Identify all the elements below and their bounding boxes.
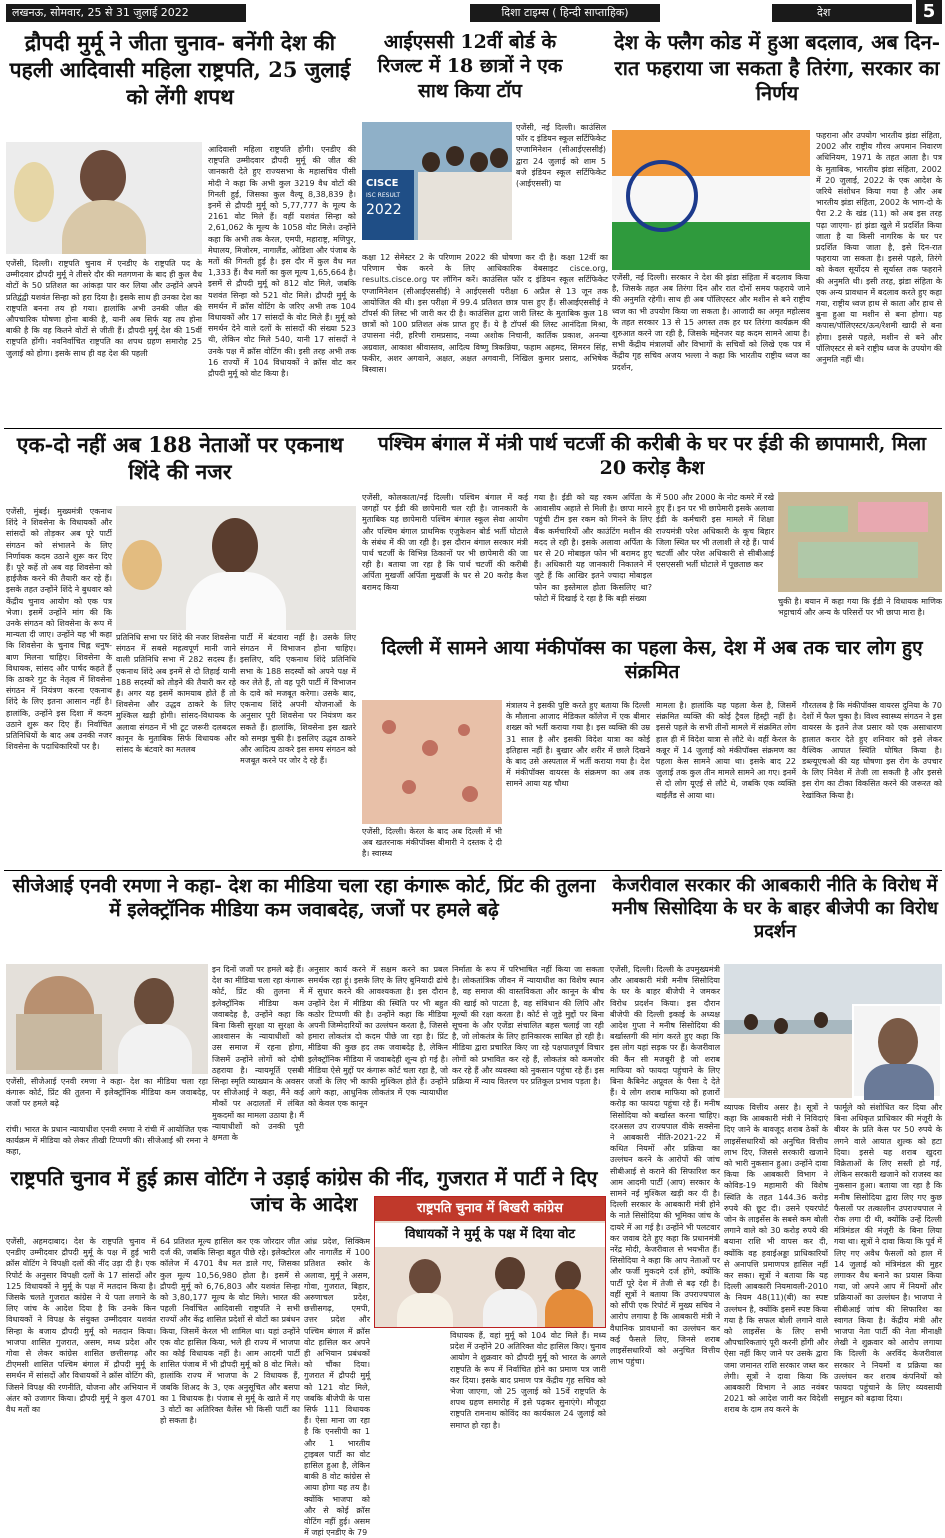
- story4-col3: पार्टी में बंटवारा नहीं है। उसके लिए संगठन में विभाजन होना चाहिए। इसलिए, यदि एकनाथ शिंदे प्रतिनिधि सभा के 188 सदस्यों को अपने पक्ष में कर लेते हैं, तो वह पूरी पार्टी में विभाजन के दावे को मजबूत करेगा। उसके बाद, एकनाथ शिंदे अपनी योजनाओं के अनुसार पूरी शिवसेना पर नियंत्रण कर सकते हैं। हालांकि, शिवसेना इस खतरे को समझ चुकी है। इसलिए उद्धव ठाकरे और आदित्य ठाकरे इस समय संगठन को मजबूत करने पर जोर दे रहे हैं।: [240, 633, 356, 766]
- story9-col3: आंध्र प्रदेश, सिक्किम और नागालैंड में 100 प्रतिशत स्कोर के अलावा, मुर्मू ने असम, गोवा, गुजरात, बिहार, अरुणाचल प्रदेश, छत्तीसगढ़, एमपी, उत्तर प्रदेश और पश्चिम बंगाल में क्रॉस वोट हासिल कर अपने ही अभियान प्रबंधकों को चौंका दिया। गुजरात में द्रौपदी मुर्मू को 121 वोट मिले, जबकि बीजेपी के पास सिर्फ 111 विधायक हैं। ऐसा माना जा रहा है कि एनसीपी का 1 और 1 भारतीय ट्राइबल पार्टी का वोट हासिल हुआ है, लेकिन बाकी 8 वोट कांग्रेस से आया होगा यह तय है। क्योंकि भाजपा को और से कोई क्रॉस वोटिंग नहीं हुई। असम में जहां एनडीए के 79: [304, 1237, 370, 1538]
- cisce-label: CISCE: [366, 178, 399, 189]
- story7-col1: इन दिनों जजों पर हमले बढ़े हैं। देश का मीडिया चला रहा कंगारू कोर्ट, प्रिंट की तुलना में इलेक्ट्रॉनिक मीडिया कम जवाबदेह है, उन्होंने कहा कि बिना किसी सुरक्षा या सुरक्षा के आश्वासन के न्यायाधीशों को उस समाज में रहना होगा, जिसमें उन्होंने लोगों को दोषी ठहराया है। न्यायमूर्ति एसबी सिन्हा स्मृति व्याख्यान के अवसर पर सीजेआई ने कहा, मैंने कई मौकों पर अदालतों में लंबित मुकदमों का मामला उठाया है। मैं न्यायाधीशों को उनकी पूरी क्षमता के: [212, 965, 304, 1143]
- story4-headline: एक-दो नहीं अब 188 नेताओं पर एकनाथ शिंदे की नजर: [16, 432, 344, 484]
- story4-col2: प्रतिनिधि सभा पर शिंदे की नजर शिवसेना संगठन में सबसे महत्वपूर्ण मानी जाने वाली प्रतिनिधि सभा में 282 सदस्य हैं। एकनाथ शिंदे अब इनमें से दो तिहाई यानी 188 सदस्यों को तोड़ने की तैयारी कर रहे हैं। अगर यह इसमें कामयाब होते हैं तो शिवसेना और उद्धव ठाकरे के लिए मुश्किल खड़ी होगी। सांसद-विधायक के अलावा संगठन में भी टूट जरूरी दलबदल कानून के मुताबिक सिर्फ विधायक और सांसद के बंटवारे का मतलब: [116, 633, 236, 755]
- story9-col4: विधायक हैं, वहां मुर्मू को 104 वोट मिले हैं। मध्य प्रदेश में उन्होंने 20 अतिरिक्त वोट हासिल किए। चुनाव आयोग ने शुक्रवार को द्रौपदी मुर्मू को भारत के अगले राष्ट्रपति के रूप में निर्वाचित होने का प्रमाण पत्र जारी कर दिया। इसके बाद प्रमाण पत्र केंद्रीय गृह सचिव को भेजा जाएगा, जो 25 जुलाई को 15वें राष्ट्रपति के शपथ ग्रहण समारोह में इसे पढ़कर सुनाएंगे। मौजूदा राष्ट्रपति रामनाथ कोविंद का कार्यकाल 24 जुलाई को समाप्त हो रहा है।: [450, 1331, 606, 1430]
- isc-result-label: ISC RESULT: [366, 192, 401, 199]
- cash-photo: [778, 492, 942, 592]
- masthead-bar: [0, 0, 945, 24]
- story3-col2: फहराना और उपयोग भारतीय झंडा संहिता, 2002 और राष्ट्रीय गौरव अपमान निवारण अधिनियम, 1971 के तहत आता है। पत्र के मुताबिक, भारतीय झंडा संहिता, 2002 में 20 जुलाई, 2022 के एक आदेश के जरिये संशोधन किया गया है और अब भारतीय झंडा संहिता, 2002 के भाग-दो के पैरा 2.2 के खंड (11) को अब इस तरह पढ़ा जाएगा- हां झंडा खुले में प्रदर्शित किया जाता है या किसी नागरिक के घर पर प्रदर्शित किया जाता है, इसे दिन-रात फहराया जा सकता है। इससे पहले, तिरंगे को केवल सूर्योदय से सूर्यास्त तक फहराने की अनुमति थी। इसी तरह, झंडा संहिता के एक अन्य प्रावधान में बदलाव करते हुए कहा गया, राष्ट्रीय ध्वज हाथ से काता और हाथ से बुना हुआ या मशीन से बना होगा। यह कपास/पॉलिएस्टर/ऊन/रेशमी खादी से बना होगा। इससे पहले, मशीन से बने और पॉलिएस्टर से बने राष्ट्रीय ध्वज के उपयोग की अनुमति नहीं थी।: [816, 131, 942, 365]
- murmu-photo: [6, 142, 202, 254]
- story5-caption: चुकी है। बयान में कहा गया कि ईडी ने विधायक माणिक भट्टाचार्य और अन्य के परिसरों पर भी छापा मारा है।: [778, 597, 942, 618]
- story8-col1: एजेंसी, दिल्ली। दिल्ली के उपमुख्यमंत्री और आबकारी मंत्री मनीष सिसोदिया के घर के बाहर बीजेपी ने जमकर विरोध प्रदर्शन किया। इस दौरान बीजेपी की दिल्ली इकाई के अध्यक्ष आदेश गुप्ता ने मनीष सिसोदिया की बर्खास्तगी की मांग करते हुए कहा कि इस लोग यहां सड़क पर हैं। केजरीवाल की कैंन सी मजबूरी है जो शराब माफिया को फायदा पहुंचाने के लिए बिना कैबिनेट अप्रूवल के पैसा दे देते हैं। ये लोग शराब माफिया को हजारों करोड़ का फायदा पहुंचा रहे हैं। मनीष सिसोदिया को बर्खास्त करना चाहिए। दरअसल उप राज्यपाल वीके सक्सेना ने आबकारी नीति-2021-22 में कथित नियमों और प्रक्रिया का उल्लंघन करने के आरोपों की जांच सीबीआई से कराने की सिफारिश कर आम आदमी पार्टी (आप) सरकार के सामने नई मुश्किल खड़ी कर दी है। दिल्ली सरकार के आबकारी मंत्री होने के नाते सिसोदिया की भूमिका जांच के दायरे में आ गई है। उन्होंने भी पलटवार कर जवाब देते हुए कहा कि प्रधानमंत्री नरेंद्र मोदी, केजरीवाल से भयभीत हैं। सिसोदिया ने कहा कि आप नेताओं पर और फर्जी मुकदमे दर्ज होंगे, क्योंकि पार्टी पूरे देश में तेजी से बढ़ रही है। वहीं सूत्रों ने बताया कि उपराज्यपाल को सौंपी एक रिपोर्ट में मुख्य सचिव ने आरोप लगाया है कि आबकारी मंत्री ने वैधानिक प्रावधानों का उल्लंघन कर कई फैसले लिए, जिनसे शराब लाइसेंसधारियों को अनुचित वित्तीय लाभ पहुंचा।: [610, 965, 720, 1367]
- story6-col3: गौरतलब है कि मंकीपॉक्स वायरस दुनिया के 70 देशों में फैल चुका है। विश्व स्वास्थ्य संगठन ने इस वायरस के इतने तेज प्रसार को एक असाधारण हालात करार देते हुए शनिवार को इसे लेकर वैश्विक आपात स्थिति घोषित किया है। डब्ल्यूएचओ की यह घोषणा इस रोग के उपचार के लिए निवेश में तेजी ला सकती है और इससे इस रोग का टीका विकसित करने की जरूरत को रेखांकित किया है।: [802, 701, 942, 800]
- divider: [4, 870, 942, 871]
- story2-headline: आईएससी 12वीं बोर्ड के रिजल्ट में 18 छात्रों ने एक साथ किया टॉप: [377, 31, 563, 102]
- story2-body: कक्षा 12 सेमेस्टर 2 के परिणाम 2022 की घोषणा कर दी है। कक्षा 12वीं का परिणाम चेक करने के लिए आधिकारिक वेबसाइट cisce.org, results.cisce.org पर लॉगिन करें। काउंसिल फॉर द इंडियन स्कूल सर्टिफिकेट एग्जामिनेशन (सीआईएससीई) ने आईएससी परीक्षा 6 अप्रैल से 13 जून तक आयोजित की थी। इस परीक्षा में 99.4 प्रतिशत छात्र पास हुए हैं। सीआईएससीई ने टॉपर्स की लिस्ट भी जारी कर दी है। काउंसिल द्वारा जारी लिस्ट के मुताबिक कुल 18 छात्रों को 100 प्रतिशत अंक प्राप्त हुए हैं। ये है टॉपर्स की लिस्ट आनंदिता मिश्रा, उपासना नंदी, हरिणी रामप्रसाद, नव्या अशोक निचानी, कार्तिक प्रकाश, अनन्या अग्रवाल, आकाश श्रीवास्तव, आदित्य विष्णु त्रिकन्निया, फहाम अहमद, सिमरन सिंह, फकीर, अशर अगवाने, अक्षत, अक्षत अगवानी, निखिल कुमार प्रसाद, अभिषेक बिस्वास।: [362, 253, 608, 375]
- shinde-photo: [116, 506, 356, 630]
- inset-title: विधायकों ने मुर्मू के पक्ष में दिया वोट: [375, 1223, 605, 1247]
- masthead-date: लखनऊ, सोमवार, 25 से 31 जुलाई 2022: [6, 4, 246, 22]
- cross-voting-inset: [374, 1196, 606, 1328]
- story1-col1: एजेंसी, दिल्ली। राष्ट्रपति चुनाव में एनडीए के राष्ट्रपति पद के उम्मीदवार द्रौपदी मुर्मू ने तीसरे दौर की मतगणना के बाद ही कुल वैध वोटों के 50 प्रतिशत का आंकड़ा पार कर लिया और उन्होंने अपने प्रतिद्वंद्वी यशवंत सिन्हा को हरा दिया है। इसके साथ ही उनका देश का राष्ट्रपति बनना तय हो गया। हालांकि अभी उनकी जीत की औपचारिक घोषणा होना बाकी है, यानी अब सिर्फ यह तय होना बाकी है कि वह कितने वोटों से जीती हैं। द्रौपदी मुर्मू देश की 15वीं राष्ट्रपति होंगी। नवनिर्वाचित राष्ट्रपति का शपथ ग्रहण समारोह 25 जुलाई को होगा। इसके साथ ही वह देश की पहली: [6, 259, 202, 358]
- isc-year-label: 2022: [366, 202, 402, 218]
- story1-col2: आदिवासी महिला राष्ट्रपति होंगी। एनडीए की राष्ट्रपति उम्मीदवार द्रौपदी मुर्मू की जीत की जानकारी देते हुए राज्यसभा के महासचिव पीसी मोदी ने कहा कि अभी कुल 3219 वैध वोटों की गिनती हुई, जिसका कुल वैल्यू 8,38,839 है। इनमें से द्रौपदी मुर्मू को 5,77,777 के मूल्य के 2161 वोट मिले हैं। वहीं यशवंत सिन्हा को 2,61,062 के मूल्य के 1058 वोट मिले। उन्होंने कहा कि अभी तक केरल, एमपी, महाराष्ट्र, मणिपुर, मेघालय, मिजोरम, नागालैंड, ओडिशा और पंजाब के मतों की गिनती हुई है। इस दौर में कुल वैध मत 1,333 हैं। वैध मतों का कुल मूल्य 1,65,664 है। इसमें से द्रौपदी मुर्मू को 812 वोट मिले, जबकि यशवंत सिन्हा को 521 वोट मिले। द्रौपदी मुर्मू के समर्थन में क्रॉस वोटिंग के जरिए अभी तक 104 विधायकों और 17 सांसदों के वोट मिले हैं। मुर्मू को समर्थन देने वाले दलों के सांसदों की संख्या 523 थी, लेकिन वोट मिले 540, यानी 17 सांसदों ने उनके पक्ष में क्रॉस वोटिंग की। इसी तरह अभी तक 16 राज्यों में 104 विधायकों ने क्रॉस वोट कर द्रौपदी मुर्मू को वोट किया है।: [208, 145, 356, 379]
- tiranga-photo: [612, 130, 810, 270]
- monkeypox-photo: [362, 700, 502, 824]
- supreme-court-photo: [6, 964, 208, 1074]
- story8-col3: फार्मूले को संशोधित कर दिया और बिना अधिकृत प्राधिकार की मंजूरी के बीयर के प्रति केस पर 50 रुपये के लगने वाले आयात शुल्क को हटा दिया। इससे यह शराब खुदरा विक्रेताओं के लिए सस्ती हो गई, लेकिन सरकारी खजाने को राजस्व का नुकसान हुआ। बताया जा रहा है कि मनीष सिसोदिया द्वारा लिए गए कुछ फैसलों पर तत्कालीन उपराज्यपाल ने रोक लगा दी थी, क्योंकि उन्हें दिल्ली मंत्रिमंडल की मंजूरी के बिना लिया गया था। सूत्रों ने दावा किया कि पूर्व में लिए गए अवैध फैसलों को हाल में 14 जुलाई को मंत्रिमंडल की मुहर लगाकर वैध बनाने का प्रयास किया गया, जो अपने आप में नियमों और प्रक्रियाओं का उल्लंघन है। भाजपा ने सीबीआई जांच की सिफारिश का स्वागत किया है। केंद्रीय मंत्री और भाजपा नेता पार्टी की नेता मीनाक्षी लेखी ने शुक्रवार को आरोप लगाया कि दिल्ली के अरविंद केजरीवाल सरकार ने नियमों व प्रक्रिया का उल्लंघन कर शराब कंपनियों को फायदा पहुंचाने के लिए व्यवसायी समूहन को बढ़ावा दिया।: [834, 1103, 942, 1404]
- story4-col1: एजेंसी, मुंबई। मुख्यमंत्री एकनाथ शिंदे ने शिवसेना के विधायकों और सांसदों को तोड़कर अब पूरे पार्टी संगठन को संभालने के लिए निर्णायक कदम उठाने शुरू कर दिए हैं। पूरे कहें तो अब वह शिवसेना को हाईजैक करने की तैयारी कर रहे हैं। इसके तहत उन्होंने शिंदे ने बुधवार को केंद्रीय चुनाव आयोग को एक पत्र भेजा। इसमें उन्होंने मांग की कि उनके संगठन को शिवसेना के रूप में मान्यता दी जाए। उन्होंने यह भी कहा कि शिवसेना के चुनाव चिह्न धनुष-बाण मिलना चाहिए। शिवसेना के विधायक, सांसद और पार्षद कहते हैं कि ठाकरे गुट के नेतृत्व में शिवसेना संगठन में नियंत्रण करना एकनाथ शिंदे के लिए इतना आसान नहीं है। हालांकि, उन्होंने इस दिशा में कदम उठाने शुरू कर दिए हैं। निर्वाचित प्रतिनिधियों के बाद अब उनकी नजर शिवसेना के पदाधिकारियों पर है।: [6, 507, 112, 752]
- story5-col2: गया है। ईडी को यह रकम अर्पिता के आवासीय अहाते से मिली है। छापा मारने पहुंची टीम इस रकम को गिनने के लिए बैंक कर्मचारियों और काउंटिंग मशीन की मदद ले रही है। इसके अलावा अर्पिता के घर से 20 मोबाइल फोन भी बरामद हुए हैं। अधिकारी यह जानकारी निकालने में जुटे हैं कि आखिर इतने ज्यादा मोबाइल फोन का इस्तेमाल होता किसलिए था? फोटो में दिखाई दे रहा है कि बड़ी संख्या: [534, 493, 652, 603]
- masthead-paper-name: दिशा टाइम्स ( हिन्दी साप्ताहिक): [470, 4, 660, 22]
- story6-caption: एजेंसी, दिल्ली। केरल के बाद अब दिल्ली में भी अब खतरनाक मंकीपॉक्स बीमारी ने दस्तक दे दी है। स्वास्थ्य: [362, 827, 502, 859]
- story6-col2: मामला है। हालांकि यह पहला केस है, जिसमें संक्रमित व्यक्ति की कोई ट्रैवल हिस्ट्री नहीं है। इससे पहले के सभी तीनों मामले में संक्रमित लोग हाल ही में विदेश यात्रा से लौटे थे। वहीं केरल के कन्नूर में 14 जुलाई को मंकीपॉक्स संक्रमण का पहला केस सामने आया था। इसके बाद 22 जुलाई तक कुल तीन मामले सामने आ गए। इनमें से दो लोग यूएई से लौटे थे, जबकि एक व्यक्ति थाईलैंड से आया था।: [656, 701, 796, 800]
- story8-col2: व्यापक वित्तीय असर है। सूत्रों ने कहा कि आबकारी मंत्री ने निविदाएं दिए जाने के बावजूद शराब ठेकों के लाइसेंसधारियों को अनुचित वित्तीय लाभ दिए, जिससे सरकारी खजाने को भारी नुकसान हुआ। उन्होंने दावा किया कि आबकारी विभाग ने कोविड-19 महामारी की विशेष स्थिति के तहत 144.36 करोड़ रुपये की छूट दी। उसने एयरपोर्ट जोन के लाइसेंस के सबसे कम बोली लगाने वाले को 30 करोड़ रुपये की बयाना राशि भी वापस कर दी, क्योंकि वह हवाईअड्डा प्राधिकारियों से अनापत्ति प्रमाणपत्र हासिल नहीं कर सका। सूत्रों ने बताया कि यह दिल्ली आबकारी नियमावली-2010 के नियम 48(11)(बी) का स्पष्ट उल्लंघन है, क्योंकि इसमें स्पष्ट किया गया है कि सफल बोली लगाने वाले को लाइसेंस के लिए सभी औपचारिकताएं पूरी करनी होंगी और ऐसा नहीं किए जाने पर उसके द्वारा जमा जमानत राशि सरकार जब्त कर लेगी। सूत्रों ने दावा किया कि आबकारी विभाग ने आठ नवंबर 2021 को आदेश जारी कर विदेशी शराब के दाम तय करने के: [724, 1103, 828, 1415]
- story1-headline: द्रौपदी मुर्मू ने जीता चुनाव- बनेंगी देश की पहली आदिवासी महिला राष्ट्रपति, 25 जुलाई को लेंगी शपथ: [9, 30, 351, 109]
- story9-col1: एजेंसी, अहमदाबाद। देश के राष्ट्रपति चुनाव में एनडीए उम्मीदवार द्रौपदी मुर्मू के पक्ष में हुई भारी क्रॉस वोटिंग ने विपक्षी दलों की नींद उड़ा दी है। एक रिपोर्ट के अनुसार विपक्षी दलों के 17 सांसदों और 125 विधायकों ने मुर्मू के पक्ष में मतदान किया है। जिसके चलते गुजरात कांग्रेस ने ये पता लगाने के लिए जांच के आदेश दिया है कि उनके किन विधायकों ने विपक्ष के संयुक्त उम्मीदवार यशवंत सिन्हा के बजाय द्रौपदी मुर्मू को मतदान किया। भाजपा शासित गुजरात, असम, मध्य प्रदेश और गोवा से लेकर कांग्रेस शासित छत्तीसगढ़ और टीएमसी शासित पश्चिम बंगाल में द्रौपदी मुर्मू के समर्थन में सांसदों और विधायकों ने क्रॉस वोटिंग की, जिसने विपक्ष की रणनीति, योजना और अभियान में अंतर को उजागर किया। द्रौपदी मुर्मू ने कुल 4701 वैध मतों का: [6, 1237, 156, 1415]
- story3-col1: एजेंसी, नई दिल्ली। सरकार ने देश की झंडा संहिता में बदलाव किया है, जिसके तहत अब तिरंगा दिन और रात दोनों समय फहराये जाने की अनुमति रहेगी। साथ ही अब पॉलिएस्टर और मशीन से बने राष्ट्रीय ध्वज का भी उपयोग किया जा सकता है। आजादी का अमृत महोत्सव के तहत सरकार 13 से 15 अगस्त तक हर घर तिरंगा कार्यक्रम की शुरुआत करने जा रही है, जिसके मद्देनजर यह कदम सामने आया है। सभी केंद्रीय मंत्रालयों और विभागों के सचिवों को लिखे एक पत्र में केंद्रीय गृह सचिव अजय भल्ला ने कहा कि भारतीय राष्ट्रीय ध्वज का प्रदर्शन,: [612, 273, 810, 372]
- inset-banner: राष्ट्रपति चुनाव में बिखरी कांग्रेस: [375, 1197, 605, 1221]
- story6-col1: मंत्रालय ने इसकी पुष्टि करते हुए बताया कि दिल्ली के मौलाना आजाद मेडिकल कॉलेज में एक बीमार शख्स को भर्ती कराया गया है। इस व्यक्ति की उम्र 31 साल है और इसकी विदेश यात्रा का कोई इतिहास नहीं है। बुखार और शरीर में छाले दिखने के बाद उसे अस्पताल में भर्ती कराया गया है। देश में मंकीपॉक्स वायरस के संक्रमण का अब तक सामने आया यह चौथा: [506, 701, 650, 789]
- story7-col0: रांची। भारत के प्रधान न्यायाधीश एनवी रमणा ने रांची में आयोजित एक कार्यक्रम में मीडिया को लेकर तीखी टिप्पणी की। सीजेआई श्री रमना ने कहा,: [6, 1125, 208, 1157]
- story8-headline: केजरीवाल सरकार की आबकारी नीति के विरोध में मनीष सिसोदिया के घर के बाहर बीजेपी का विरोध प्रदर्शन: [612, 875, 938, 943]
- story7-col2: अनुसार कार्य करने में सक्षम करने का प्रबल समर्थक रहा हूं। इसके लिए के लिए बुनियादी ढांचे में सुधार करने की आवश्यकता है। इस दौरान उन्होंने देश में मीडिया की स्थिति पर भी बहुत कठोर टिप्पणी की है। उन्होंने कहा कि मीडिया अपनी जिम्मेदारियों का उल्लंघन करता है, जिससे हमारा लोकतंत्र दो कदम पीछे जा रहा है। प्रिंट मीडिया की कुछ हद तक जवाबदेह है, लेकिन इलेक्ट्रॉनिक मीडिया में जवाबदेही शून्य हो गई है। मीडिया ऐसे मुद्दों पर कंगारू कोर्ट चला रहा है, जो जजों के लिए भी काफी मुश्किल होते हैं। उन्होंने आगे कहा, आधुनिक लोकतंत्र में एक न्यायाधीश को केवल एक कानून: [308, 965, 448, 1109]
- isc-toppers-photo: [362, 122, 512, 240]
- story2-side: एजेंसी, नई दिल्ली। काउंसिल फॉर द इंडियन स्कूल सर्टिफिकेट एग्जामिनेशन (सीआईएससीई) द्वारा 24 जुलाई को शाम 5 बजे इंडियन स्कूल सर्टिफिकेट (आईएससी) या: [516, 123, 606, 189]
- story7-col3: निर्माता के रूप में परिभाषित नहीं किया जा सकता है। लोकतांत्रिक जीवन में न्यायाधीश का विशेष स्थान है, वह समाज की वास्तविकता और कानून के बीच की खाई को पाटता है, वह संविधान की लिपि और मूल्यों की रक्षा करता है। कोर्ट से जुड़े मुद्दों पर बिना सूचना के और एजेंडा संचालित बहस चलाई जा रही है, जो लोकतंत्र के लिए हानिकारक साबित हो रही है। मीडिया द्वारा प्रचारित किए जा रहे पक्षपातपूर्ण विचार लोगों को प्रभावित कर रहे हैं, लोकतंत्र को कमजोर कर रहे हैं और व्यवस्था को नुकसान पहुंचा रहे हैं। इस प्रक्रिया में न्याय वितरण पर प्रतिकूल प्रभाव पड़ता है।: [452, 965, 604, 1087]
- divider: [4, 428, 942, 429]
- story3-headline: देश के फ्लैग कोड में हुआ बदलाव, अब दिन-रात फहराया जा सकता है तिरंगा, सरकार का निर्णय: [613, 30, 941, 106]
- story5-col3: में 500 और 2000 के नोट कमरे में रखे हुए हैं। इन पर भी छापेमारी इसके अलावा ईडी के कर्मचारी इस मामले में शिक्षा राज्यमंत्री परेश अधिकारी के कूच बिहार जिला स्थित घर भी तलाशी ले रहे हैं। पार्थ चटर्जी और परेश अधिकारी से सीबीआई एसएससी भर्ती घोटाले में पूछताछ कर: [656, 493, 774, 570]
- story6-headline: दिल्ली में सामने आया मंकीपॉक्स का पहला केस, देश में अब तक चार लोग हुए संक्रमित: [381, 637, 923, 684]
- story9-col2: 64 प्रतिशत मूल्य हासिल कर एक जोरदार जीत दर्ज की, जबकि सिन्हा बहुत पीछे रहे। इलेक्टोरल कॉलेज में 4701 वैध मत डाले गए, जिसका कुल मूल्य 10,56,980 होता है। इसमें से द्रौपदी मुर्मू को 6,76,803 और यशवंत सिन्हा को 3,80,177 मूल्य के वोट मिले। भारत की पहली निर्वाचित आदिवासी राष्ट्रपति ने सभी राज्यों और केंद्र शासित प्रदेशों से वोटों का प्रबंधन किया, जिसमें केरल भी शामिल था। यहां उन्होंने एक वोट हासिल किया, भले ही राज्य में भाजपा का कोई विधायक नहीं है। आम आदमी पार्टी शासित पंजाब में भी द्रौपदी मुर्मू को 8 वोट मिले। हालांकि राज्य में भाजपा के 2 विधायक हैं, जबकि शिअद के 3, एक अनुसूचित और बसपा का 1 विधायक है। पंजाब से मुर्मू के खाते में गए 3 वोटों का अतिरिक्त वैलेंस भी किसी पार्टी का हो सकता है।: [160, 1237, 300, 1426]
- story7-caption: एजेंसी, सीजेआई एनवी रमणा ने कहा- देश का मीडिया चला रहा कंगारू कोर्ट, प्रिंट की तुलना में इलेक्ट्रॉनिक मीडिया कम जवाबदेह, जजों पर हमले बढ़े: [6, 1077, 208, 1109]
- masthead-section: देश: [772, 4, 912, 22]
- story5-col1: एजेंसी, कोलकाता/नई दिल्ली। पश्चिम बंगाल में कई जगहों पर ईडी की छापेमारी चल रही है। जानकारी के मुताबिक यह छापेमारी पश्चिम बंगाल स्कूल सेवा आयोग और पश्चिम बंगाल प्राथमिक एजुकेशन बोर्ड भर्ती घोटाले के संबंध में की जा रही है। इस दौरान बंगाल सरकार मंत्री पार्थ चटर्जी के विभिन्न ठिकानों पर भी छापेमारी की जा रही है। बताया जा रहा है कि पार्थ चटर्जी की करीबी अर्पिता मुखर्जी अर्पिता मुखर्जी के घर से 20 करोड़ कैश बरामद किया: [362, 493, 528, 592]
- story5-headline: पश्चिम बंगाल में मंत्री पार्थ चटर्जी की करीबी के घर पर ईडी की छापामारी, मिला 20 करोड़ कैश: [377, 433, 927, 480]
- protest-photo: [724, 964, 942, 1098]
- story9-headline: राष्ट्रपति चुनाव में हुई क्रास वोटिंग ने उड़ाई कांग्रेस की नींद, गुजरात में पार्टी ने दिए जांच के आदेश: [10, 1166, 598, 1216]
- page-number: 5: [916, 0, 942, 24]
- story7-headline: सीजेआई एनवी रमणा ने कहा- देश का मीडिया चला रहा कंगारू कोर्ट, प्रिंट की तुलना में इलेक्ट्रॉनिक मीडिया कम जवाबदेह, जजों पर हमले बढ़े: [12, 875, 596, 922]
